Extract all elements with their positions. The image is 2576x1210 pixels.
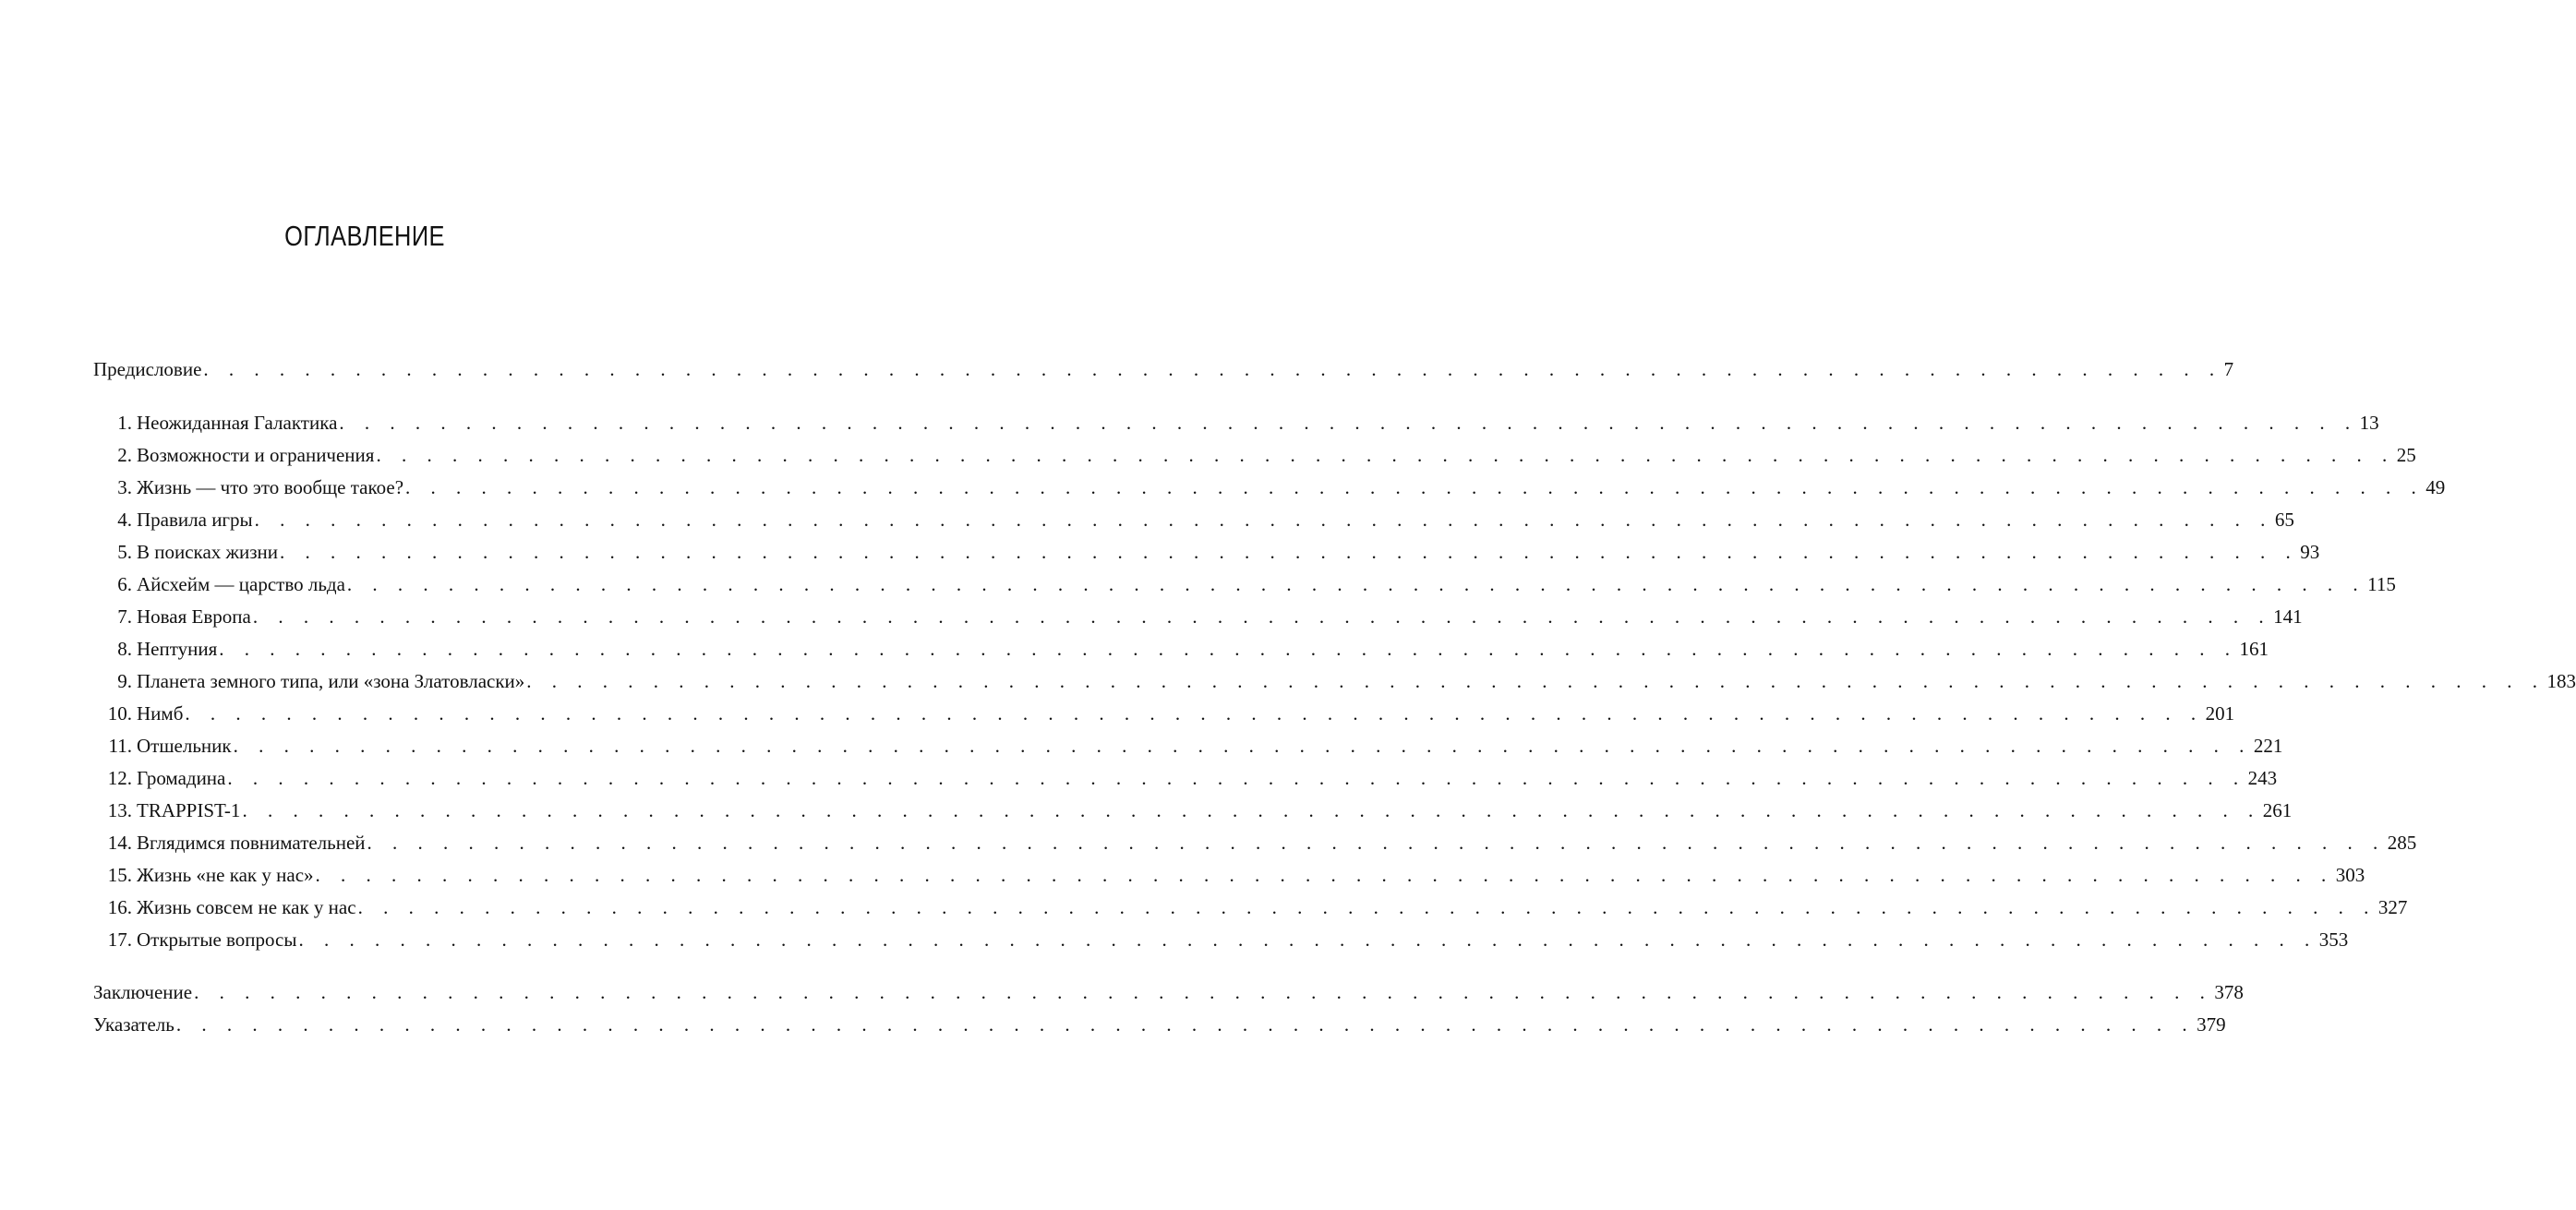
dot-leader: . . . . . . . . . . . . . . . . . . . . . . . . . . . . . . . . . . . . . . . . . . . . . . . . . . . . . . . . . . . . . . . . . . . . . . . . . . . . . . . . (185, 702, 2204, 725)
toc-entry-label: Нептуния (137, 638, 218, 660)
toc-entry[interactable] (93, 795, 2293, 827)
dot-leader: . . . . . . . . . . . . . . . . . . . . . . . . . . . . . . . . . . . . . . . . . . . . . . . . . . . . . . . . . . . . . . . . . . . . . . . . . . . . . . . . (346, 573, 2366, 595)
dot-leader: . . . . . . . . . . . . . . . . . . . . . . . . . . . . . . . . . . . . . . . . . . . . . . . . . . . . . . . . . . . . . . . . . . . . . . . . . . . . . . . . (298, 928, 2317, 951)
toc-entry-page: 353 (2318, 928, 2349, 951)
dot-leader: . . . . . . . . . . . . . . . . . . . . . . . . . . . . . . . . . . . . . . . . . . . . . . . . . . . . . . . . . . . . . . . . . . . . . . . . . . . . . . . . (175, 1013, 2196, 1036)
dot-leader: . . . . . . . . . . . . . . . . . . . . . . . . . . . . . . . . . . . . . . . . . . . . . . . . . . . . . . . . . . . . . . . . . . . . . . . . . . . . . . . . (233, 735, 2252, 757)
toc-entry-label: В поисках жизни (137, 541, 279, 563)
chapter-number: 3. (117, 476, 132, 498)
toc-entry[interactable] (93, 504, 2294, 536)
toc-entry-page: 378 (2214, 981, 2244, 1003)
toc-entry-page: 201 (2205, 702, 2235, 725)
toc-entry-label: Предисловие (93, 358, 202, 380)
toc-entry-page: 261 (2262, 799, 2293, 821)
toc-entry[interactable] (93, 976, 2244, 1009)
toc-entry[interactable] (93, 569, 2396, 601)
dot-leader: . . . . . . . . . . . . . . . . . . . . . . . . . . . . . . . . . . . . . . . . . . . . . . . . . . . . . . . . . . . . . . . . . . . . . . . . . . . . . . . . (227, 767, 2246, 789)
toc-entry[interactable] (93, 536, 2320, 569)
dot-leader: . . . . . . . . . . . . . . . . . . . . . . . . . . . . . . . . . . . . . . . . . . . . . . . . . . . . . . . . . . . . . . . . . . . . . . . . . . . . . . . . (194, 981, 2213, 1003)
chapter-number: 6. (117, 573, 132, 595)
toc-entry-label: Правила игры (137, 509, 253, 531)
toc-entry-page: 13 (2359, 412, 2379, 434)
toc-entry-page: 183 (2546, 670, 2576, 692)
dot-leader: . . . . . . . . . . . . . . . . . . . . . . . . . . . . . . . . . . . . . . . . . . . . . . . . . . . . . . . . . . . . . . . . . . . . . . . . . . . . . . . . (405, 476, 2425, 498)
dot-leader: . . . . . . . . . . . . . . . . . . . . . . . . . . . . . . . . . . . . . . . . . . . . . . . . . . . . . . . . . . . . . . . . . . . . . . . . . . . . . . . . (526, 670, 2546, 692)
chapter-number: 15. (107, 864, 132, 886)
toc-entry[interactable] (93, 472, 2446, 504)
toc-entry-label: Отшельник (137, 735, 232, 757)
dot-leader: . . . . . . . . . . . . . . . . . . . . . . . . . . . . . . . . . . . . . . . . . . . . . . . . . . . . . . . . . . . . . . . . . . . . . . . . . . . . . . . . (242, 799, 2261, 821)
toc-entry[interactable] (93, 633, 2269, 665)
chapter-number: 8. (117, 638, 132, 660)
dot-leader: . . . . . . . . . . . . . . . . . . . . . . . . . . . . . . . . . . . . . . . . . . . . . . . . . . . . . . . . . . . . . . . . . . . . . . . . . . . . . . . . (367, 832, 2386, 854)
toc-entry-page: 285 (2387, 832, 2417, 854)
toc-entry-page: 221 (2253, 735, 2283, 757)
toc-entry-label: Новая Европа (137, 605, 251, 628)
chapter-number: 11. (108, 735, 132, 757)
toc-entry[interactable] (93, 407, 2379, 439)
toc-entry[interactable] (93, 762, 2278, 795)
toc-entry-label: Нимб (137, 702, 184, 725)
chapter-number: 17. (107, 928, 132, 951)
page-title: ОГЛАВЛЕНИЕ (284, 220, 445, 252)
chapter-number: 4. (117, 509, 132, 531)
toc-entry[interactable] (93, 827, 2417, 859)
dot-leader: . . . . . . . . . . . . . . . . . . . . . . . . . . . . . . . . . . . . . . . . . . . . . . . . . . . . . . . . . . . . . . . . . . . . . . . . . . . . . . . . (203, 358, 2222, 380)
dot-leader: . . . . . . . . . . . . . . . . . . . . . . . . . . . . . . . . . . . . . . . . . . . . . . . . . . . . . . . . . . . . . . . . . . . . . . . . . . . . . . . . (280, 541, 2299, 563)
toc-entry-page: 303 (2335, 864, 2365, 886)
chapter-number: 1. (117, 412, 132, 434)
dot-leader: . . . . . . . . . . . . . . . . . . . . . . . . . . . . . . . . . . . . . . . . . . . . . . . . . . . . . . . . . . . . . . . . . . . . . . . . . . . . . . . . (376, 444, 2395, 466)
toc-entry[interactable] (93, 665, 2576, 698)
toc-entry-label: Жизнь «не как у нас» (137, 864, 314, 886)
chapter-number: 16. (107, 896, 132, 918)
chapter-number: 14. (107, 832, 132, 854)
chapter-list (93, 407, 2576, 956)
chapter-number: 7. (117, 605, 132, 628)
toc-entry-page: 65 (2274, 509, 2294, 531)
chapter-number: 5. (117, 541, 132, 563)
toc-entry[interactable] (93, 924, 2349, 956)
dot-leader: . . . . . . . . . . . . . . . . . . . . . . . . . . . . . . . . . . . . . . . . . . . . . . . . . . . . . . . . . . . . . . . . . . . . . . . . . . . . . . . . (219, 638, 2238, 660)
toc-entry-page: 141 (2273, 605, 2303, 628)
toc-entry-page: 379 (2197, 1013, 2226, 1036)
table-of-contents (93, 353, 2576, 1041)
toc-entry[interactable] (93, 601, 2303, 633)
toc-entry-page: 25 (2396, 444, 2416, 466)
toc-entry-label: Возможности и ограничения (137, 444, 375, 466)
toc-entry-page: 7 (2223, 358, 2234, 380)
toc-entry-label: TRAPPIST-1 (137, 799, 241, 821)
chapter-number: 10. (107, 702, 132, 725)
dot-leader: . . . . . . . . . . . . . . . . . . . . . . . . . . . . . . . . . . . . . . . . . . . . . . . . . . . . . . . . . . . . . . . . . . . . . . . . . . . . . . . . (252, 605, 2272, 628)
toc-entry[interactable] (93, 730, 2283, 762)
dot-leader: . . . . . . . . . . . . . . . . . . . . . . . . . . . . . . . . . . . . . . . . . . . . . . . . . . . . . . . . . . . . . . . . . . . . . . . . . . . . . . . . (315, 864, 2334, 886)
toc-entry-label: Громадина (137, 767, 226, 789)
toc-entry[interactable] (93, 892, 2408, 924)
toc-entry[interactable] (93, 439, 2416, 472)
dot-leader: . . . . . . . . . . . . . . . . . . . . . . . . . . . . . . . . . . . . . . . . . . . . . . . . . . . . . . . . . . . . . . . . . . . . . . . . . . . . . . . . (254, 509, 2273, 531)
toc-entry-label: Жизнь — что это вообще такое? (137, 476, 404, 498)
toc-entry-label: Заключение (93, 981, 193, 1003)
dot-leader: . . . . . . . . . . . . . . . . . . . . . . . . . . . . . . . . . . . . . . . . . . . . . . . . . . . . . . . . . . . . . . . . . . . . . . . . . . . . . . . . (357, 896, 2377, 918)
back-matter-list (93, 976, 2244, 1041)
toc-entry-label: Указатель (93, 1013, 175, 1036)
toc-entry-page: 115 (2367, 573, 2396, 595)
chapter-number: 13. (107, 799, 132, 821)
toc-entry-page: 243 (2247, 767, 2278, 789)
toc-entry[interactable] (93, 1009, 2226, 1041)
toc-entry-page: 93 (2300, 541, 2320, 563)
toc-entry[interactable] (93, 859, 2365, 892)
toc-entry[interactable] (93, 698, 2235, 730)
chapter-number: 9. (117, 670, 132, 692)
toc-entry-page: 49 (2426, 476, 2446, 498)
toc-entry-label: Вглядимся повнимательней (137, 832, 366, 854)
toc-entry-label: Айсхейм — царство льда (137, 573, 345, 595)
chapter-number: 2. (117, 444, 132, 466)
toc-entry-label: Планета земного типа, или «зона Златовласки» (137, 670, 525, 692)
toc-entry-label: Жизнь совсем не как у нас (137, 896, 356, 918)
toc-entry-label: Неожиданная Галактика (137, 412, 338, 434)
dot-leader: . . . . . . . . . . . . . . . . . . . . . . . . . . . . . . . . . . . . . . . . . . . . . . . . . . . . . . . . . . . . . . . . . . . . . . . . . . . . . . . . (339, 412, 2358, 434)
toc-entry-label: Открытые вопросы (137, 928, 297, 951)
toc-entry-preface[interactable] (93, 353, 2234, 386)
toc-entry-page: 161 (2239, 638, 2269, 660)
chapter-number: 12. (107, 767, 132, 789)
toc-entry-page: 327 (2377, 896, 2408, 918)
